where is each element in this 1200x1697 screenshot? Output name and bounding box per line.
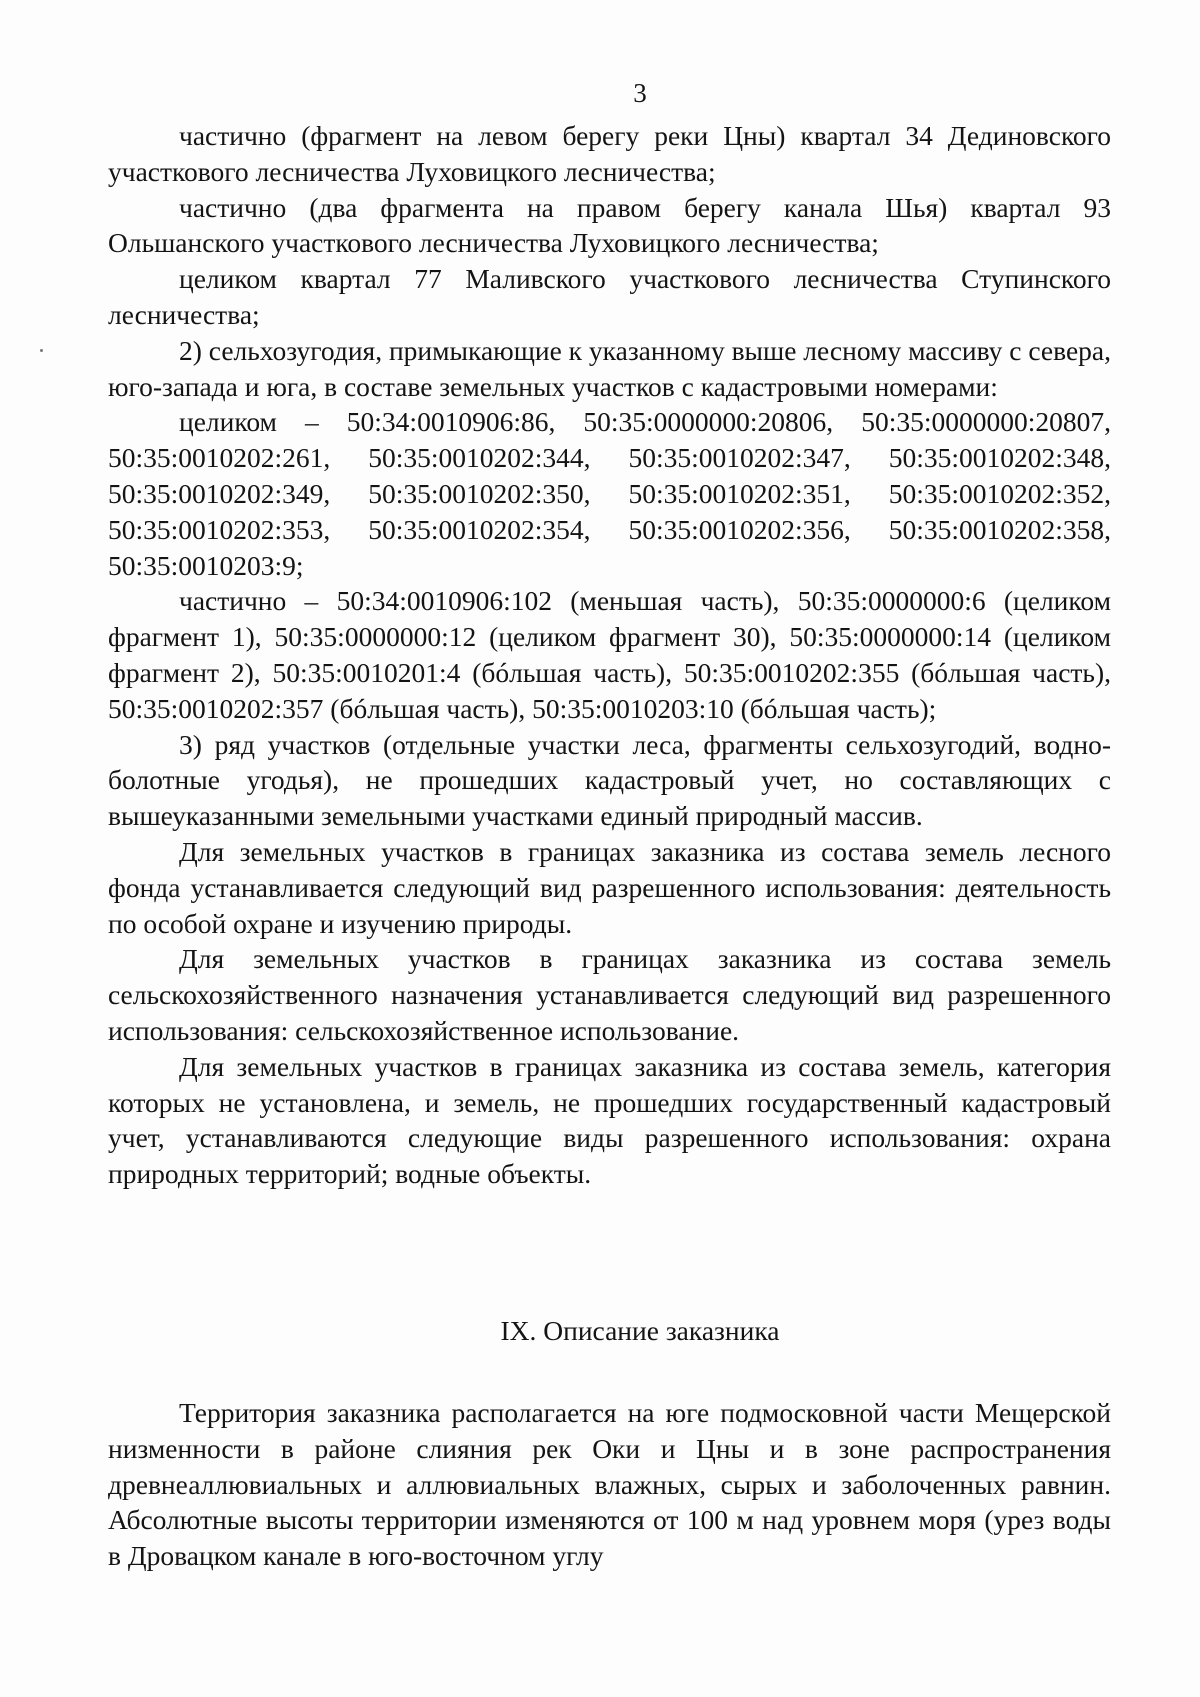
paragraph: Для земельных участков в границах заказника из состава земель, категория которых не установлена, и земель, не прошедших государственный кадастровый учет, устанавливаются следующие виды разрешенного использования: охрана природных территорий; водные объекты. [108, 1050, 1111, 1190]
paragraph: 2) сельхозугодия, примыкающие к указанному выше лесному массиву с севера, юго-запада и юга, в составе земельных участков с кадастровыми номерами: [108, 334, 1111, 402]
paragraph: Для земельных участков в границах заказника из состава земель лесного фонда устанавливается следующий вид разрешенного использования: деятельность по особой охране и изучению природы. [108, 835, 1111, 939]
paragraph: Для земельных участков в границах заказника из состава земель сельскохозяйственного назначения устанавливается следующий вид разрешенного использования: сельскохозяйственное использование. [108, 943, 1111, 1046]
margin-mark [40, 349, 43, 352]
paragraph: 3) ряд участков (отдельные участки леса, фрагменты сельхозугодий, водно-болотные угодья), не прошедших кадастровый учет, но составляющих с вышеуказанными земельными участками единый природный массив. [108, 728, 1111, 832]
paragraph: целиком – 50:34:0010906:86, 50:35:0000000:20806, 50:35:0000000:20807, 50:35:0010202:261, 50:35:0010202:344, 50:35:0010202:347, 50:35:0010202:348, 50:35:0010202:349, 50:35:0010202:350, 50:35:0010202:351, 50:35:0010202:352, 50:35:0010202:353, 50:35:0010202:354, 50:35:0010202:356, 50:35:0010202:358, 50:35:0010203:9; [108, 406, 1111, 581]
body-text-top [108, 118, 1111, 1192]
paragraph: целиком квартал 77 Маливского участкового лесничества Ступинского лесничества; [108, 263, 1111, 330]
page-number: 3 [633, 78, 647, 108]
section-heading: IX. Описание заказника [500, 1315, 780, 1346]
paragraph: частично (фрагмент на левом берегу реки Цны) квартал 34 Дединовского участкового лесничества Луховицкого лесничества; [108, 120, 1111, 187]
paragraph: Территория заказника располагается на юге подмосковной части Мещерской низменности в районе слияния рек Оки и Цны и в зоне распространения древнеаллювиальных и аллювиальных влажных, сырых и заболоченных равнин. Абсолютные высоты территории изменяются от 100 м над уровнем моря (урез воды в Дровацком канале в юго-восточном углу [108, 1397, 1111, 1572]
paragraph: частично – 50:34:0010906:102 (меньшая часть), 50:35:0000000:6 (целиком фрагмент 1), 50:35:0000000:12 (целиком фрагмент 30), 50:35:0000000:14 (целиком фрагмент 2), 50:35:0010201:4 (бóльшая часть), 50:35:0010202:355 (бóльшая часть), 50:35:0010202:357 (бóльшая часть), 50:35:0010203:10 (бóльшая часть); [108, 585, 1111, 724]
paragraph: частично (два фрагмента на правом берегу канала Шья) квартал 93 Ольшанского участкового лесничества Луховицкого лесничества; [108, 191, 1111, 259]
body-text-bottom [108, 1395, 1111, 1574]
